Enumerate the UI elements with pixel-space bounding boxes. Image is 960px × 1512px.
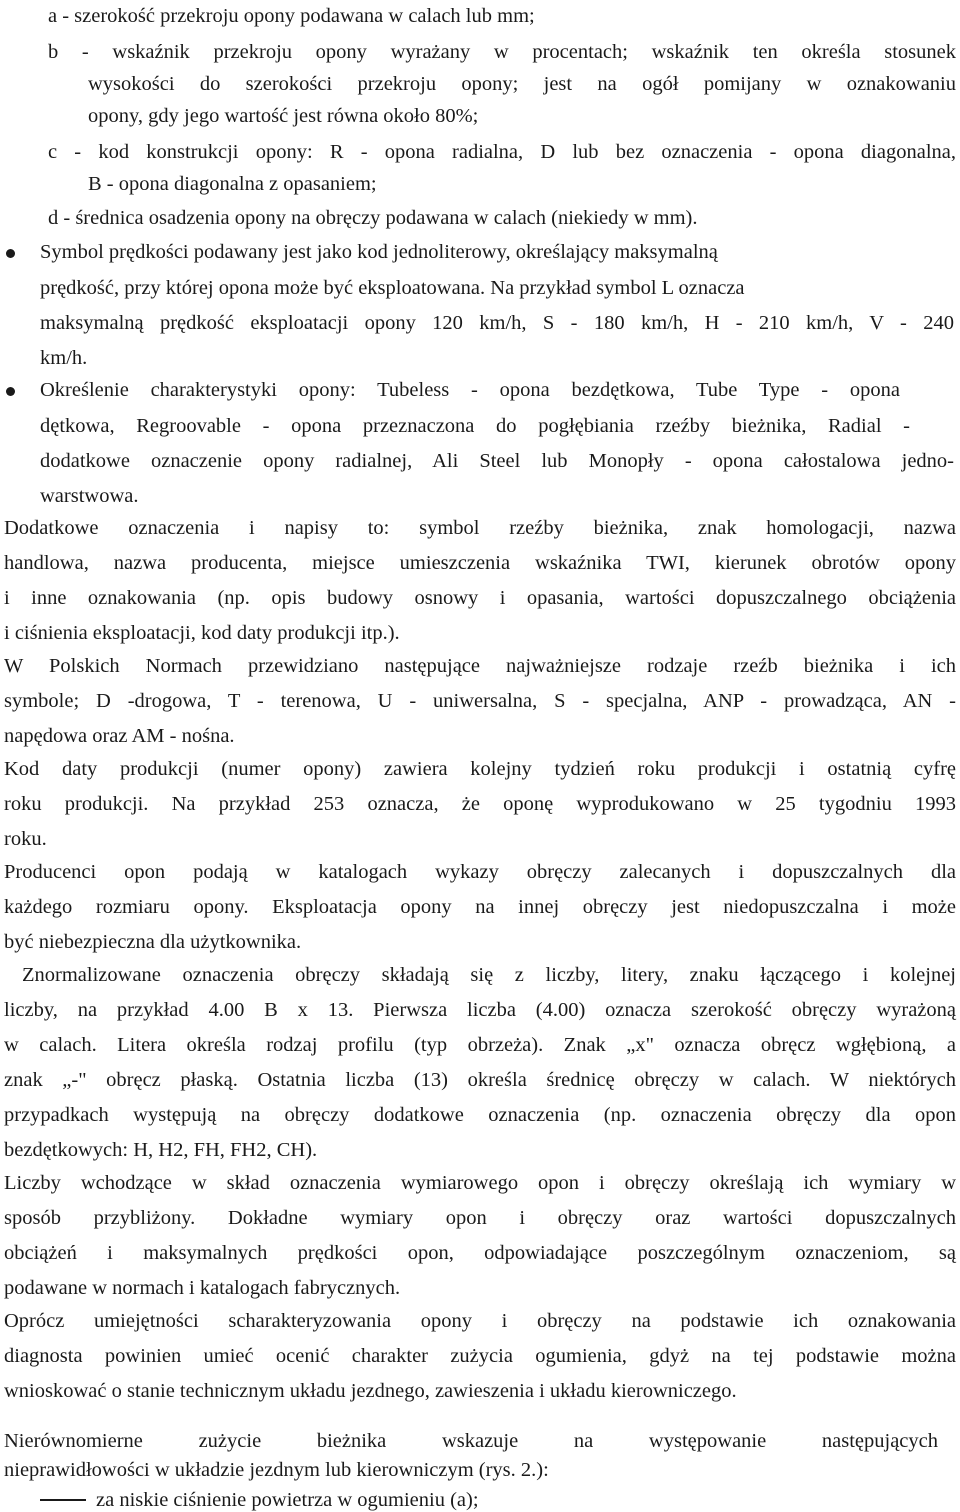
- bullet-item-2-line-4: warstwowa.: [40, 485, 139, 507]
- paragraph-1-line-1: Dodatkowe oznaczenia i napisy to: symbol rzeźby bieżnika, znak homologacji, nazwa: [4, 517, 956, 539]
- paragraph-6-line-3: obciążeń i maksymalnych prędkości opon, odpowiadające poszczególnym oznaczeniom, są: [4, 1242, 956, 1264]
- paragraph-6-line-1: Liczby wchodzące w skład oznaczenia wymiarowego opon i obręczy określają ich wymiary w: [4, 1172, 956, 1194]
- paragraph-5-line-3: w calach. Litera określa rodzaj profilu (typ obrzeża). Znak „x" oznacza obręcz wgłębioną, a: [4, 1034, 956, 1056]
- paragraph-5-line-6: bezdętkowych: H, H2, FH, FH2, CH).: [4, 1139, 318, 1161]
- paragraph-4-line-1: Producenci opon podają w katalogach wykazy obręczy zalecanych i dopuszczalnych dla: [4, 861, 956, 883]
- paragraph-4-line-3: być niebezpieczna dla użytkownika.: [4, 931, 302, 953]
- bullet-item-1-line-1: Symbol prędkości podawany jest jako kod jednoliterowy, określający maksymalną: [40, 241, 718, 263]
- bullet-item-2-line-3: dodatkowe oznaczenie opony radialnej, Ali Steel lub Monopły - opona całostalowa jedno-: [40, 450, 954, 472]
- bullet-icon: [6, 387, 15, 396]
- paragraph-8-line-1: Nierównomierne zużycie bieżnika wskazuje na występowanie następujących: [4, 1430, 938, 1452]
- paragraph-3-line-3: roku.: [4, 828, 47, 850]
- paragraph-2-line-2: symbole; D -drogowa, T - terenowa, U - uniwersalna, S - specjalna, ANP - prowadząca, AN -: [4, 690, 956, 712]
- list-item-b-line-2: wysokości do szerokości przekroju opony; jest na ogół pomijany w oznakowaniu: [88, 73, 956, 95]
- paragraph-7-line-3: wnioskować o stanie technicznym układu jezdnego, zawieszenia i układu kierowniczego.: [4, 1380, 737, 1402]
- bullet-icon: [6, 249, 15, 258]
- bullet-item-2-line-1: Określenie charakterystyki opony: Tubeless - opona bezdętkowa, Tube Type - opona: [40, 379, 900, 401]
- paragraph-1-line-2: handlowa, nazwa producenta, miejsce umieszczenia wskaźnika TWI, kierunek obrotów opony: [4, 552, 956, 574]
- list-item-d: d - średnica osadzenia opony na obręczy podawana w calach (niekiedy w mm).: [48, 207, 698, 229]
- list-item-a: a - szerokość przekroju opony podawana w calach lub mm;: [48, 5, 535, 27]
- list-item-b-line-3: opony, gdy jego wartość jest równa około 80%;: [88, 105, 479, 127]
- paragraph-5-line-4: znak „-" obręcz płaską. Ostatnia liczba (13) określa średnicę obręczy w calach. W niektórych: [4, 1069, 956, 1091]
- list-item-b-line-1: b - wskaźnik przekroju opony wyrażany w procentach; wskaźnik ten określa stosunek: [48, 41, 956, 63]
- paragraph-5-line-2: liczby, na przykład 4.00 B x 13. Pierwsza liczba (4.00) oznacza szerokość obręczy wyrażoną: [4, 999, 956, 1021]
- paragraph-2-line-3: napędowa oraz AM - nośna.: [4, 725, 235, 747]
- paragraph-1-line-4: i ciśnienia eksploatacji, kod daty produkcji itp.).: [4, 622, 400, 644]
- paragraph-6-line-2: sposób przybliżony. Dokładne wymiary opon i obręczy oraz wartości dopuszczalnych: [4, 1207, 956, 1229]
- paragraph-7-line-1: Oprócz umiejętności scharakteryzowania opony i obręczy na podstawie ich oznakowania: [4, 1310, 956, 1332]
- bullet-item-2-line-2: dętkowa, Regroovable - opona przeznaczona do pogłębiania rzeźby bieżnika, Radial -: [40, 415, 910, 437]
- list-item-c-line-1: c - kod konstrukcji opony: R - opona radialna, D lub bez oznaczenia - opona diagonalna,: [48, 141, 956, 163]
- paragraph-3-line-1: Kod daty produkcji (numer opony) zawiera kolejny tydzień roku produkcji i ostatnią cyfrę: [4, 758, 956, 780]
- dash-bullet-icon: [40, 1499, 86, 1501]
- list-item-c-line-2: B - opona diagonalna z opasaniem;: [88, 173, 377, 195]
- paragraph-2-line-1: W Polskich Normach przewidziano następujące najważniejsze rodzaje rzeźb bieżnika i ich: [4, 655, 956, 677]
- paragraph-1-line-3: i inne oznakowania (np. opis budowy osnowy i opasania, wartości dopuszczalnego obciążenia: [4, 587, 956, 609]
- paragraph-6-line-4: podawane w normach i katalogach fabrycznych.: [4, 1277, 401, 1299]
- paragraph-5-line-1: Znormalizowane oznaczenia obręczy składają się z liczby, litery, znaku łączącego i kolejnej: [22, 964, 956, 986]
- paragraph-5-line-5: przypadkach występują na obręczy dodatkowe oznaczenia (np. oznaczenia obręczy dla opon: [4, 1104, 956, 1126]
- bullet-item-1-line-3: maksymalną prędkość eksploatacji opony 120 km/h, S - 180 km/h, H - 210 km/h, V - 240: [40, 312, 954, 334]
- paragraph-8-line-2: nieprawidłowości w układzie jezdnym lub kierowniczym (rys. 2.):: [4, 1459, 549, 1481]
- paragraph-7-line-2: diagnosta powinien umieć ocenić charakter zużycia ogumienia, gdyż na tej podstawie można: [4, 1345, 956, 1367]
- paragraph-3-line-2: roku produkcji. Na przykład 253 oznacza, że oponę wyprodukowano w 25 tygodniu 1993: [4, 793, 956, 815]
- bullet-item-1-line-2: prędkość, przy której opona może być eksploatowana. Na przykład symbol L oznacza: [40, 277, 745, 299]
- paragraph-4-line-2: każdego rozmiaru opony. Eksploatacja opony na innej obręczy jest niedopuszczalna i może: [4, 896, 956, 918]
- dash-list-item: za niskie ciśnienie powietrza w ogumieniu (a);: [96, 1489, 479, 1511]
- bullet-item-1-line-4: km/h.: [40, 347, 88, 369]
